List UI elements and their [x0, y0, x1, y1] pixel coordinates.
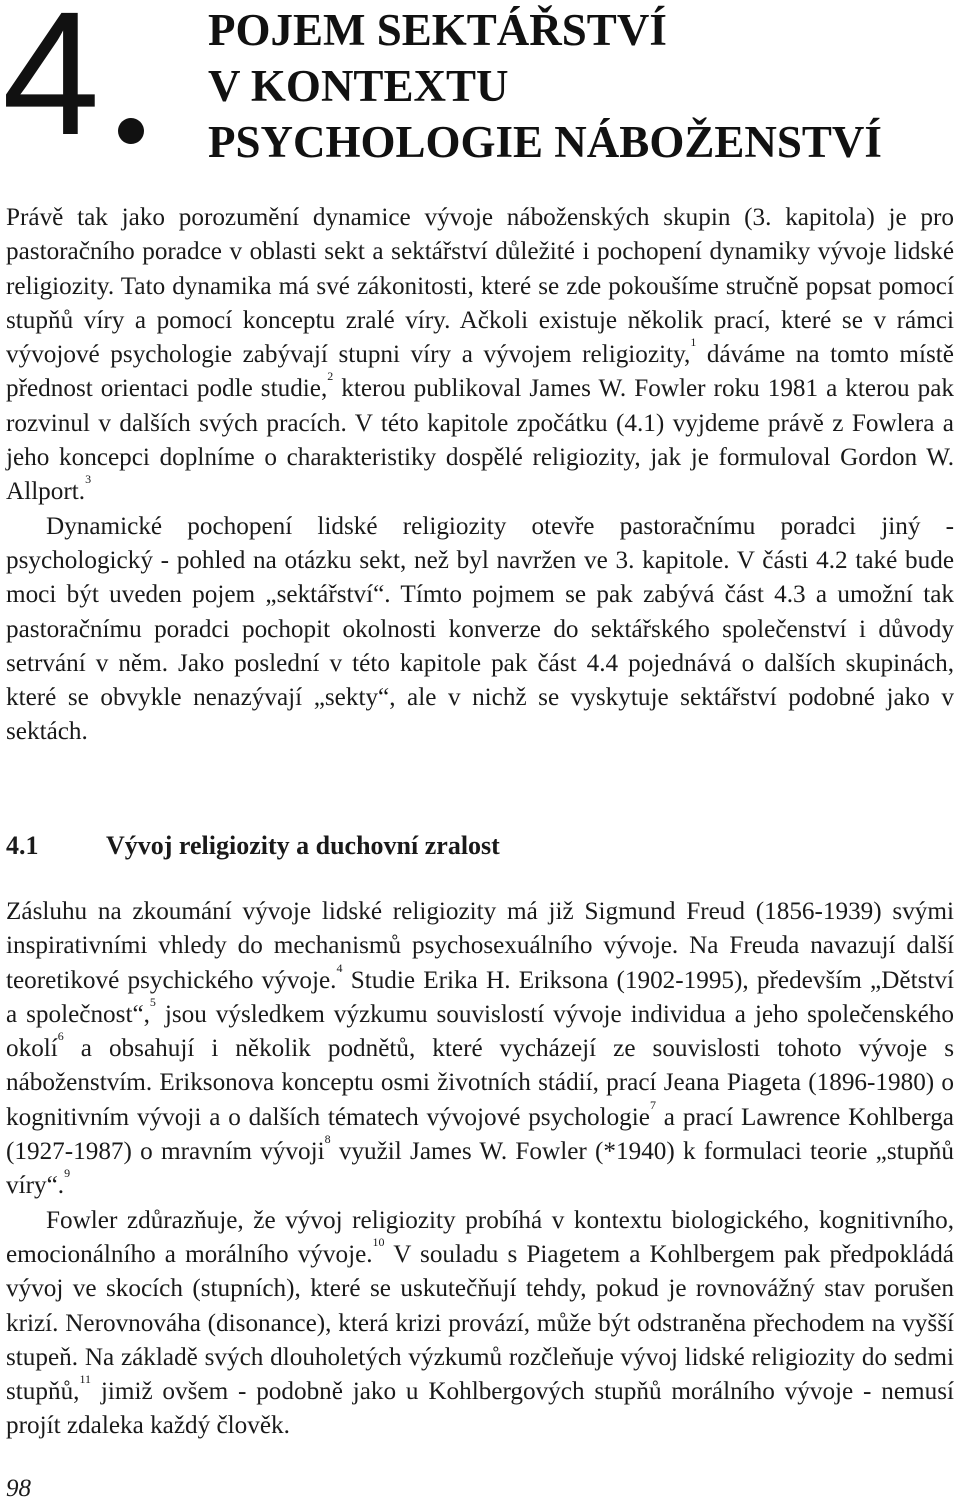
footnote-ref-2: 2 [327, 369, 334, 384]
section-title: Vývoj religiozity a duchovní zralost [106, 831, 500, 860]
text-run: Zásluhu na zkoumání vývoje lidské religiozity má již Sigmund Freud (1856-1939) svými inspirativními vhledy do mechanismů psychosexuálního vývoje. Na Freuda navazují další teoretikové psychického vývoje. [6, 898, 954, 994]
footnote-ref-11: 11 [79, 1372, 92, 1387]
text-run: a obsahují i několik podnětů, které vycházejí ze souvislosti tohoto vývoje s náboženstvím. Eriksonova konceptu osmi životních stádií, prací Jeana Piageta (1896-1980) o kognitivním vývoji a o dalších tématech vývojové psychologie [6, 1035, 954, 1131]
text-run: využil James W. Fowler (*1940) k formulaci teorie „stupňů víry“. [6, 1138, 954, 1200]
chapter-number-dot [118, 118, 144, 144]
text-run: dáváme na tomto místě přednost orientaci podle studie, [6, 341, 954, 403]
text-run: V souladu s Piagetem a Kohlbergem pak předpokládá vývoj ve skocích (stupních), které se uskutečňují tehdy, pokud je rovnovážný stav porušen krizí. Nerovnováha (disonance), která krizi provází, může být odstraněna přechodem na vyšší stupeň. Na základě svých dlouholetých výzkumů rozčleňuje vývoj lidské religiozity do sedmi stupňů, [6, 1240, 954, 1406]
text-run: jsou výsledkem výzkumu souvislostí vývoje individua a jeho společenského okolí [6, 1000, 954, 1063]
section-heading [6, 828, 954, 864]
footnote-ref-6: 6 [57, 1029, 64, 1044]
text-run: Studie Erika H. Eriksona (1902-1995), především „Dětství a společnost“, [6, 966, 954, 1028]
text-run: a prací Lawrence Kohlberga (1927-1987) o mravním vývoji [6, 1103, 954, 1166]
footnote-ref-4: 4 [336, 960, 343, 975]
text-run: Právě tak jako porozumění dynamice vývoje náboženských skupin (3. kapitola) je pro pastoračního poradce v oblasti sekt a sektářství důležité i pochopení dynamiky vývoje lidské religiozity. Tato dynamika má své zákonitosti, které se zde pokoušíme stručně popsat pomocí stupňů víry a pomocí konceptu zralé víry. Ačkoli existuje několik prací, které se v rámci vývojové psychologie zabývají stupni víry a vývojem religiozity, [6, 204, 954, 369]
section-paragraph-2 [6, 1204, 954, 1444]
footnote-ref-7: 7 [649, 1097, 656, 1112]
footnote-ref-8: 8 [324, 1132, 331, 1147]
chapter-title [208, 2, 882, 170]
footnote-ref-1: 1 [690, 335, 697, 350]
chapter-number: 4 [2, 0, 90, 172]
intro-paragraph-2: Dynamické pochopení lidské religiozity otevře pastoračnímu poradci jiný - psychologický - pohled na otázku sekt, než byl navržen ve 3. kapitole. V části 4.2 také bude moci být uveden pojem „sektářství“. Tímto pojmem se pak zabývá část 4.3 a umožní tak pastoračnímu poradci pochopit okolnosti konverze do sektářského společenství i důvody setrvání v něm. Jako poslední v této kapitole pak část 4.4 pojednává o dalších skupinách, které se obvykle nenazývají „sekty“, ale v nichž se vyskytuje sektářství podobné jako v sektách. [6, 512, 954, 746]
text-run: Fowler zdůrazňuje, že vývoj religiozity probíhá v kontextu biologického, kognitivního, emocionálního a morálního vývoje. [6, 1206, 954, 1268]
page-number: 98 [6, 1475, 31, 1502]
text-run: kterou publikoval James W. Fowler roku 1981 a kterou pak rozvinul v dalších svých pracích. V této kapitole zpočátku (4.1) vyjdeme právě z Fowlera a jeho koncepci doplníme o charakteristiky dospělé religiozity, jak je formuloval Gordon W. Allport. [6, 375, 954, 506]
text-run: jimiž ovšem - podobně jako u Kohlbergových stupňů morálního vývoje - nemusí projít zdaleka každý člověk. [6, 1378, 954, 1440]
chapter-title-line-1: POJEM SEKTÁŘSTVÍ [208, 5, 667, 55]
chapter-title-line-3: PSYCHOLOGIE NÁBOŽENSTVÍ [208, 117, 882, 167]
chapter-title-line-2: V KONTEXTU [208, 61, 509, 111]
section-paragraph-1 [6, 895, 954, 1204]
footnote-ref-3: 3 [85, 472, 92, 487]
intro-text [6, 201, 954, 750]
intro-paragraph-1 [6, 201, 954, 510]
chapter-heading [0, 0, 960, 170]
footnote-ref-9: 9 [64, 1166, 71, 1181]
footnote-ref-10: 10 [372, 1234, 385, 1249]
section-text [6, 895, 954, 1444]
section-number: 4.1 [6, 831, 39, 860]
footnote-ref-5: 5 [149, 994, 156, 1009]
